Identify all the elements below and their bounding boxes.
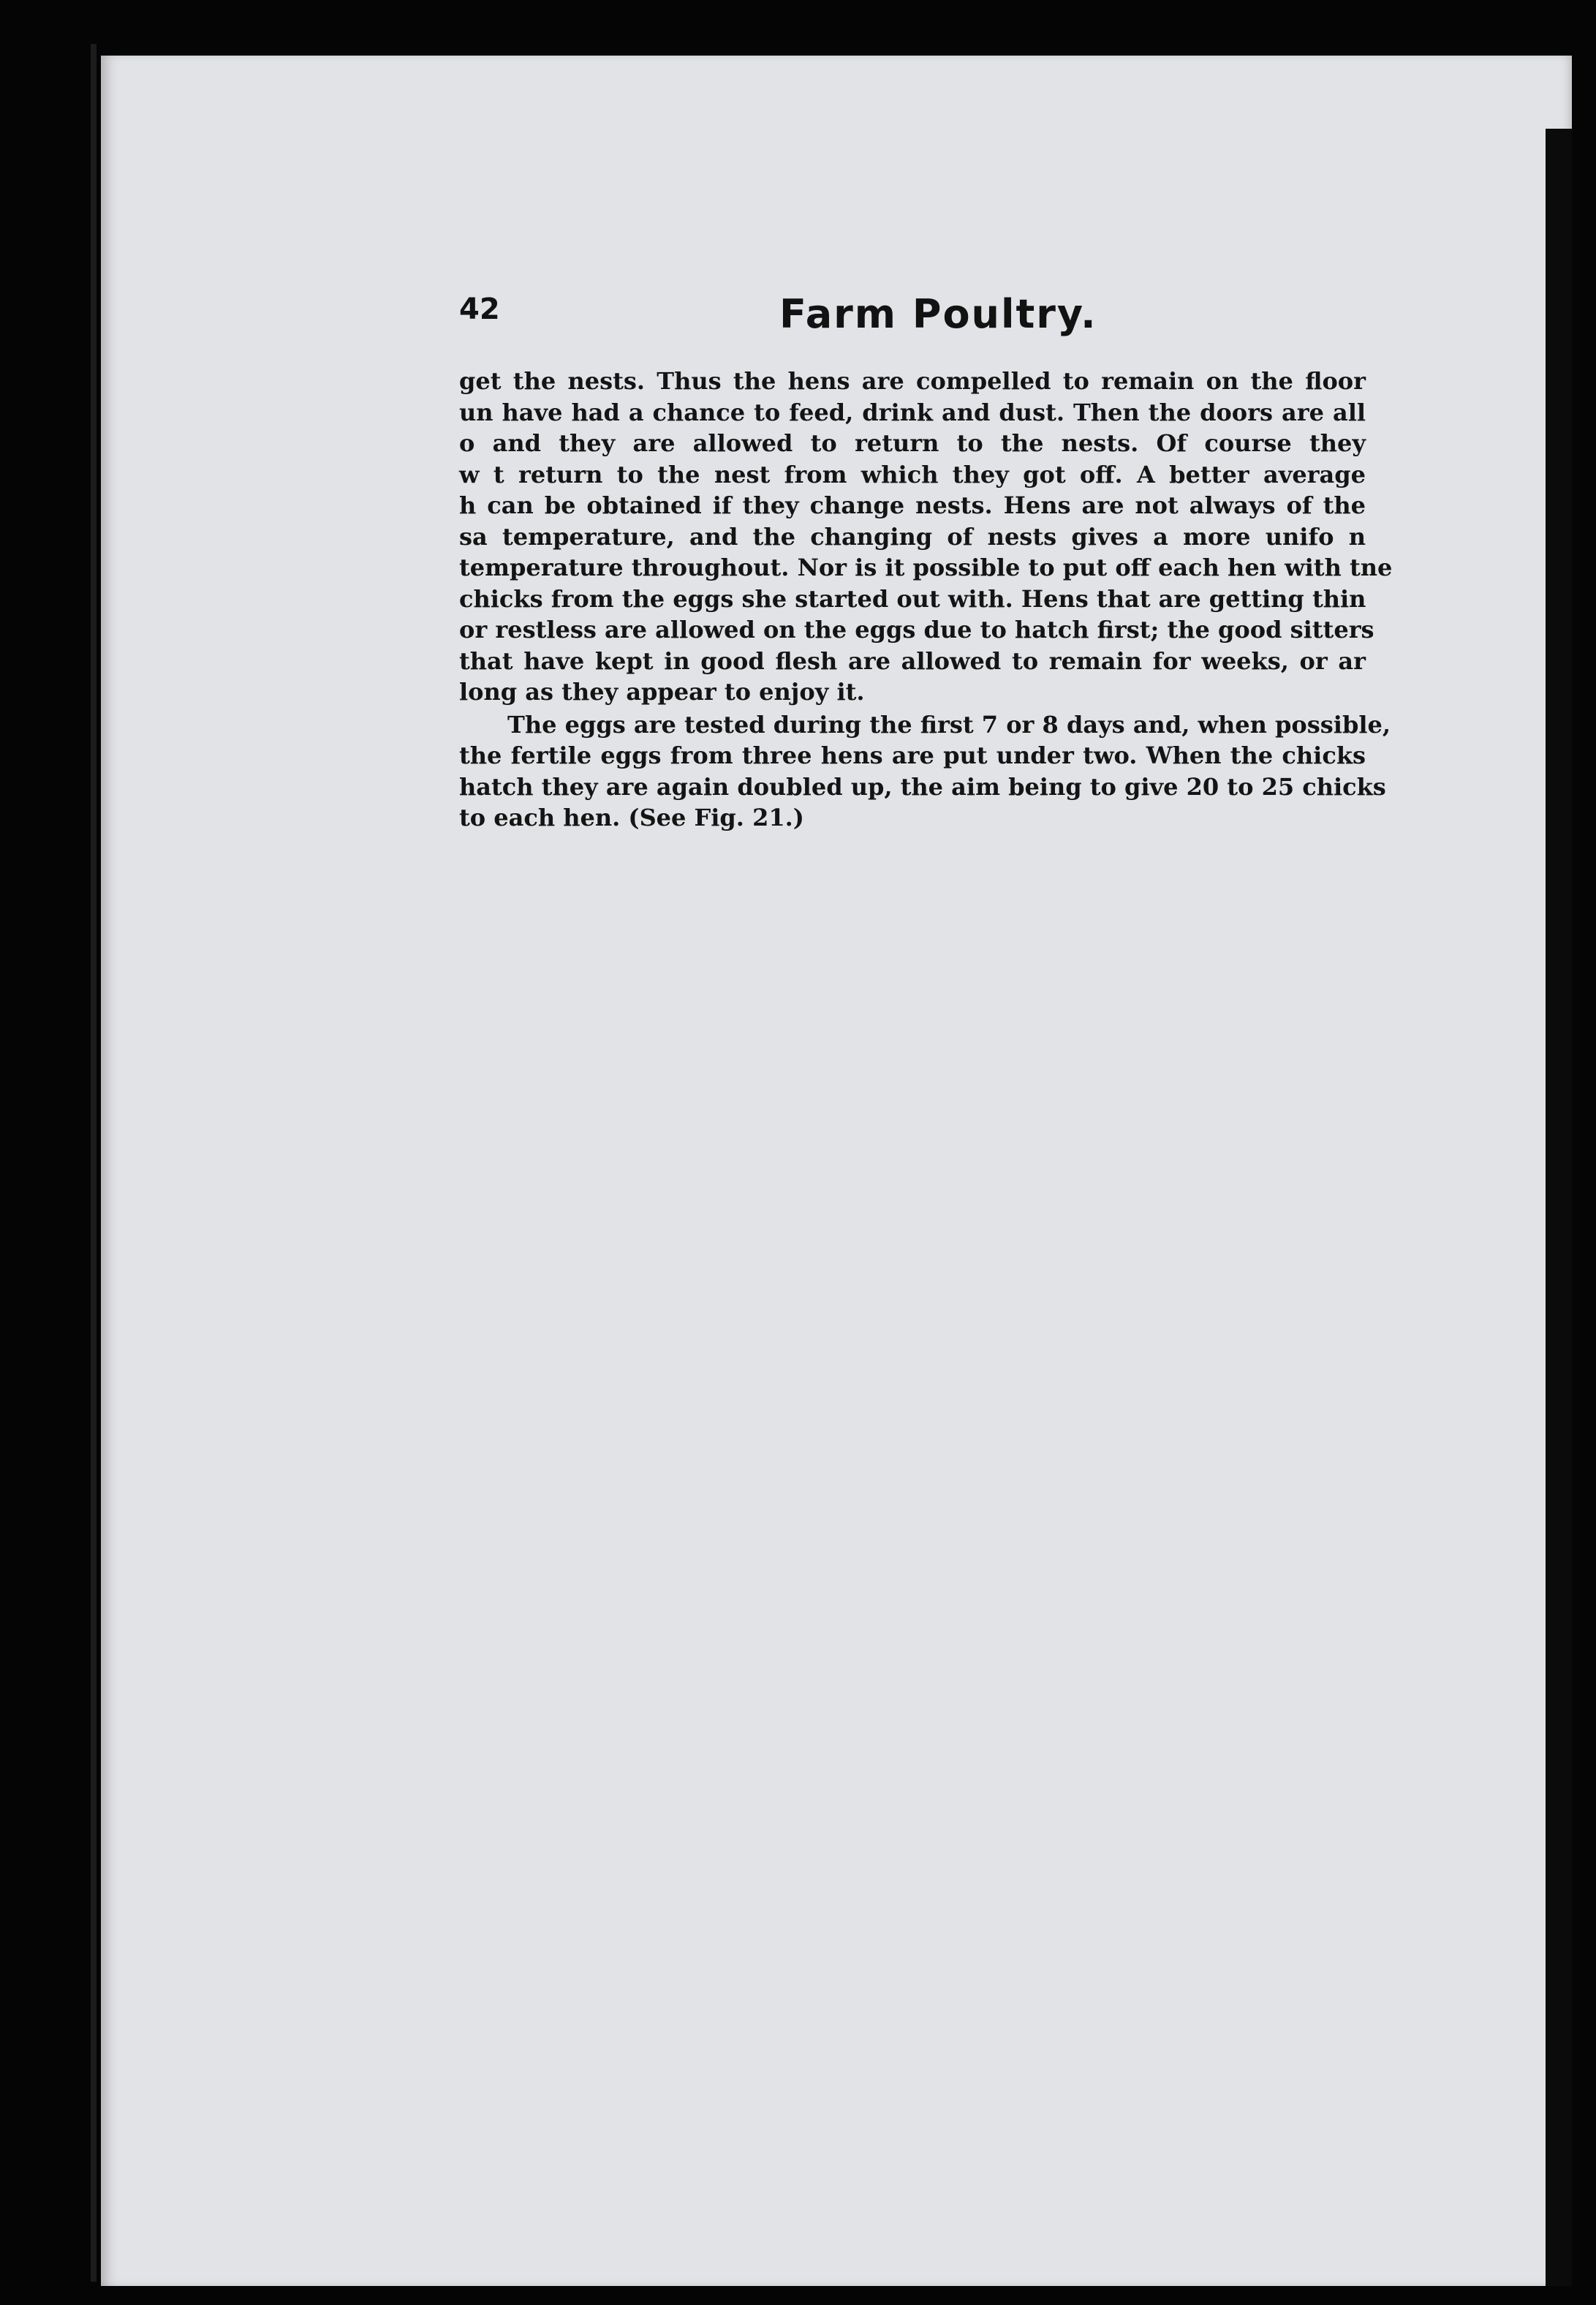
text-line: w t return to the nest from which they got off. A better average [459, 460, 1366, 488]
text-line: to each hen. (See Fig. 21.) [459, 804, 804, 831]
text-line: temperature throughout. Nor is it possible to put off each hen with tne [459, 554, 1393, 581]
text-line: long as they appear to enjoy it. [459, 678, 865, 706]
page-number: 42 [459, 293, 500, 326]
running-head: Farm Poultry. [779, 291, 1097, 337]
text-line: un have had a chance to feed, drink and dust. Then the doors are all [459, 398, 1366, 426]
text-line: get the nests. Thus the hens are compelled to remain on the floor [459, 367, 1366, 395]
text-line: The eggs are tested during the first 7 or 8 days and, when possible, [507, 710, 1391, 739]
paragraph [459, 709, 1391, 834]
text-line: h can be obtained if they change nests. Hens are not always of the [459, 491, 1366, 519]
text-line: the fertile eggs from three hens are put under two. When the chicks [459, 742, 1366, 769]
text-line: chicks from the eggs she started out with. Hens that are getting thin [459, 584, 1366, 613]
text-line: hatch they are again doubled up, the aim being to give 20 to 25 chicks [459, 772, 1386, 801]
scan-border-right [1546, 129, 1572, 2286]
paragraph [459, 366, 1393, 708]
scan-border-left [91, 44, 97, 2282]
text-line: sa temperature, and the changing of nests gives a more unifo n [459, 522, 1366, 551]
text-line: that have kept in good flesh are allowed to remain for weeks, or ar [459, 646, 1366, 675]
text-line: o and they are allowed to return to the nests. Of course they [459, 429, 1366, 457]
text-line: or restless are allowed on the eggs due to hatch first; the good sitters [459, 616, 1374, 644]
body-text [459, 366, 1393, 834]
